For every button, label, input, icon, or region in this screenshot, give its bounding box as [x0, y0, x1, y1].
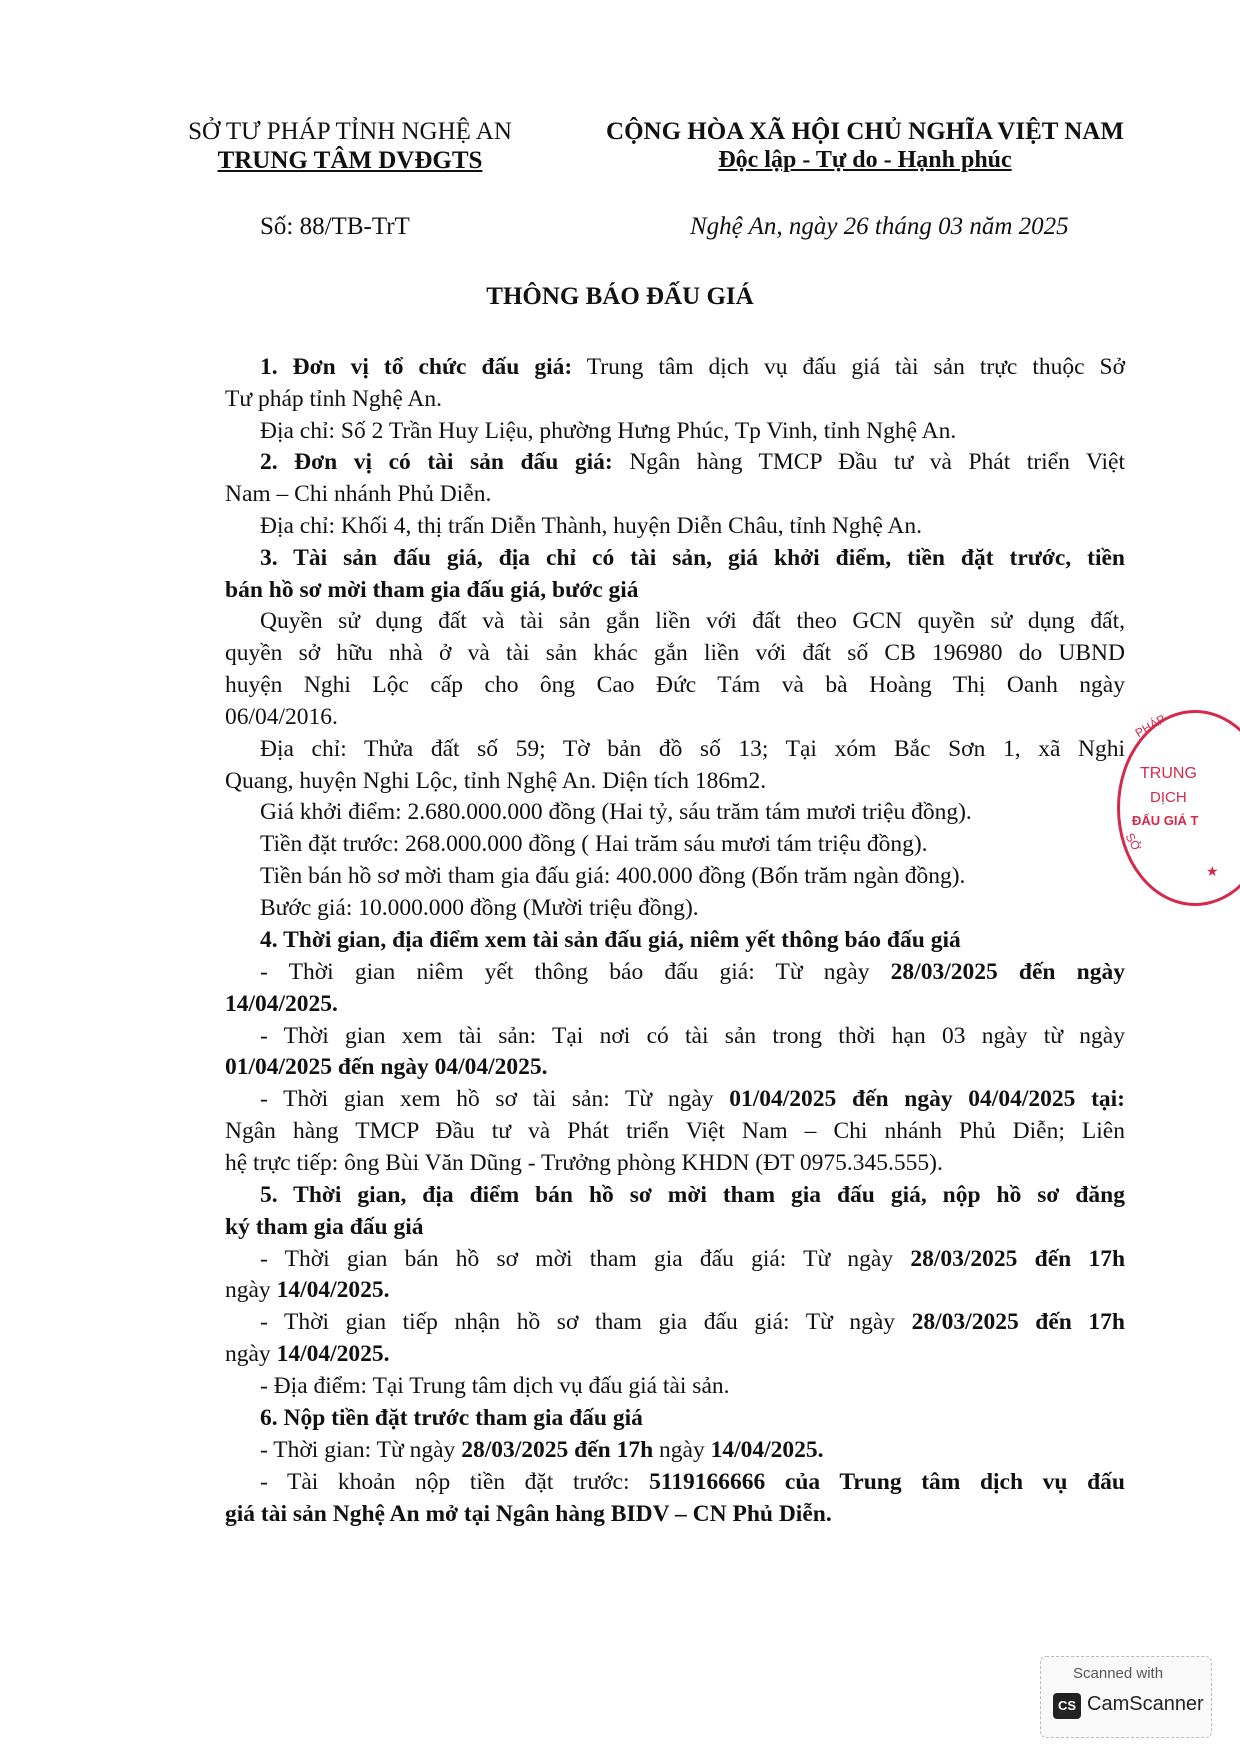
- s5-heading-a: 5. Thời gian, địa điểm bán hồ sơ mời tham gia đấu giá, nộp hồ sơ đăng: [260, 1182, 1125, 1208]
- s6-l1-d: 14/04/2025.: [710, 1437, 824, 1463]
- s4-l1-b: 28/03/2025 đến ngày: [890, 959, 1125, 985]
- s4-l2-b: 01/04/2025 đến ngày 04/04/2025.: [225, 1054, 548, 1080]
- s1-address: Địa chỉ: Số 2 Trần Huy Liệu, phường Hưng Phúc, Tp Vinh, tỉnh Nghệ An.: [260, 418, 957, 444]
- camscanner-logo: CS: [1053, 1693, 1081, 1719]
- s1-text-a: Trung tâm dịch vụ đấu giá tài sản trực thuộc Sở: [586, 354, 1126, 380]
- s5-line-1: [260, 1244, 1125, 1275]
- s5-l1-c: ngày: [225, 1277, 271, 1303]
- s6-l1-a: - Thời gian: Từ ngày: [260, 1437, 456, 1463]
- s3-price: Giá khởi điểm: 2.680.000.000 đồng (Hai tỷ, sáu trăm tám mươi triệu đồng).: [260, 799, 972, 825]
- s4-l2-a: - Thời gian xem tài sản: Tại nơi có tài sản trong thời hạn 03 ngày từ ngày: [260, 1023, 1125, 1049]
- star-icon: ★: [1206, 863, 1219, 879]
- s6-l1-b: 28/03/2025 đến 17h: [461, 1437, 654, 1463]
- s3-p1-c: huyện Nghi Lộc cấp cho ông Cao Đức Tám và bà Hoàng Thị Oanh ngày: [225, 672, 1125, 698]
- s5-l1-d: 14/04/2025.: [276, 1277, 390, 1303]
- s6-l2-a: - Tài khoản nộp tiền đặt trước:: [260, 1469, 630, 1495]
- s5-heading-b: ký tham gia đấu giá: [225, 1214, 424, 1240]
- s4-l1-a: - Thời gian niêm yết thông báo đấu giá: Từ ngày: [260, 959, 870, 985]
- s2-address: Địa chỉ: Khối 4, thị trấn Diễn Thành, huyện Diễn Châu, tỉnh Nghệ An.: [260, 513, 923, 539]
- s2-line-1: [260, 447, 1125, 478]
- s3-p1-d: 06/04/2016.: [225, 704, 338, 730]
- s4-heading: 4. Thời gian, địa điểm xem tài sản đấu giá, niêm yết thông báo đấu giá: [260, 927, 961, 953]
- stamp-text-so: SỞ: [1122, 830, 1144, 854]
- s4-line-1: [260, 957, 1125, 988]
- s5-line-1-cont: [225, 1275, 1125, 1306]
- s3-heading-b: bán hồ sơ mời tham gia đấu giá, bước giá: [225, 577, 639, 603]
- s1-line-2: Tư pháp tỉnh Nghệ An.: [225, 386, 443, 412]
- s1-label: 1. Đơn vị tổ chức đấu giá:: [260, 354, 573, 380]
- s4-line-3: [260, 1084, 1125, 1115]
- s5-line-2-cont: [225, 1339, 1125, 1370]
- s1-line-1: [260, 352, 1125, 383]
- stamp-text-dich: DỊCH: [1150, 789, 1187, 806]
- s5-line-2: [260, 1307, 1125, 1338]
- s6-line-1: [260, 1435, 1160, 1466]
- s6-l2-c: giá tài sản Nghệ An mở tại Ngân hàng BIDV – CN Phủ Diễn.: [225, 1501, 832, 1527]
- s6-heading: 6. Nộp tiền đặt trước tham gia đấu giá: [260, 1405, 643, 1431]
- scanned-with-label: Scanned with: [1073, 1665, 1164, 1682]
- s2-text-a: Ngân hàng TMCP Đầu tư và Phát triển Việt: [629, 449, 1126, 475]
- s3-step: Bước giá: 10.000.000 đồng (Mười triệu đồng).: [260, 895, 699, 921]
- s4-l3-c: Ngân hàng TMCP Đầu tư và Phát triển Việt Nam – Chi nhánh Phủ Diễn; Liên: [225, 1118, 1125, 1144]
- s5-l2-c: ngày: [225, 1341, 271, 1367]
- s5-l1-a: - Thời gian bán hồ sơ mời tham gia đấu giá: Từ ngày: [260, 1246, 894, 1272]
- s5-l2-b: 28/03/2025 đến 17h: [911, 1309, 1125, 1335]
- org-line2: TRUNG TÂM DVĐGTS: [217, 147, 483, 174]
- doc-number: Số: 88/TB-TrT: [260, 213, 410, 240]
- s2-line-2: Nam – Chi nhánh Phủ Diễn.: [225, 481, 492, 507]
- s3-p2-a: Địa chỉ: Thửa đất số 59; Tờ bản đồ số 13; Tại xóm Bắc Sơn 1, xã Nghi: [260, 736, 1125, 762]
- s4-l3-a: - Thời gian xem hồ sơ tài sản: Từ ngày: [260, 1086, 714, 1112]
- stamp-text-dau-gia: ĐẤU GIÁ T: [1132, 813, 1199, 828]
- camscanner-badge: [1040, 1656, 1212, 1738]
- s6-l1-c: ngày: [659, 1437, 705, 1463]
- s3-dossier: Tiền bán hồ sơ mời tham gia đấu giá: 400.000 đồng (Bốn trăm ngàn đồng).: [260, 863, 966, 889]
- country-title: CỘNG HÒA XÃ HỘI CHỦ NGHĨA VIỆT NAM: [606, 118, 1124, 145]
- s6-l2-b: 5119166666 của Trung tâm dịch vụ đấu: [649, 1469, 1125, 1495]
- s5-l1-b: 28/03/2025 đến 17h: [910, 1246, 1126, 1272]
- stamp-text-trung: TRUNG: [1140, 765, 1197, 782]
- s4-l3-d: hệ trực tiếp: ông Bùi Văn Dũng - Trưởng phòng KHDN (ĐT 0975.345.555).: [225, 1150, 943, 1176]
- doc-title: THÔNG BÁO ĐẤU GIÁ: [486, 283, 754, 310]
- camscanner-brand: CamScanner: [1087, 1693, 1204, 1715]
- s5-l2-d: 14/04/2025.: [276, 1341, 390, 1367]
- stamp-text-phap: PHÁP: [1132, 711, 1168, 741]
- s4-l3-b: 01/04/2025 đến ngày 04/04/2025 tại:: [729, 1086, 1126, 1112]
- s3-heading-a: 3. Tài sản đấu giá, địa chỉ có tài sản, giá khởi điểm, tiền đặt trước, tiền: [260, 545, 1125, 571]
- org-line1: SỞ TƯ PHÁP TỈNH NGHỆ AN: [188, 118, 512, 145]
- s3-p1-b: quyền sở hữu nhà ở và tài sản khác gắn liền với đất số CB 196980 do UBND: [225, 640, 1125, 666]
- s5-l3: - Địa điểm: Tại Trung tâm dịch vụ đấu giá tài sản.: [260, 1373, 730, 1399]
- s2-label: 2. Đơn vị có tài sản đấu giá:: [260, 449, 613, 475]
- s3-deposit: Tiền đặt trước: 268.000.000 đồng ( Hai trăm sáu mươi tám triệu đồng).: [260, 831, 928, 857]
- s5-l2-a: - Thời gian tiếp nhận hồ sơ tham gia đấu giá: Từ ngày: [260, 1309, 896, 1335]
- s3-p1-a: Quyền sử dụng đất và tài sản gắn liền với đất theo GCN quyền sử dụng đất,: [260, 608, 1125, 634]
- motto: Độc lập - Tự do - Hạnh phúc: [718, 147, 1012, 173]
- s6-line-2: [260, 1467, 1125, 1498]
- s4-l1-c: 14/04/2025.: [225, 991, 338, 1017]
- place-date: Nghệ An, ngày 26 tháng 03 năm 2025: [690, 213, 1069, 240]
- s3-p2-b: Quang, huyện Nghi Lộc, tỉnh Nghệ An. Diện tích 186m2.: [225, 768, 767, 794]
